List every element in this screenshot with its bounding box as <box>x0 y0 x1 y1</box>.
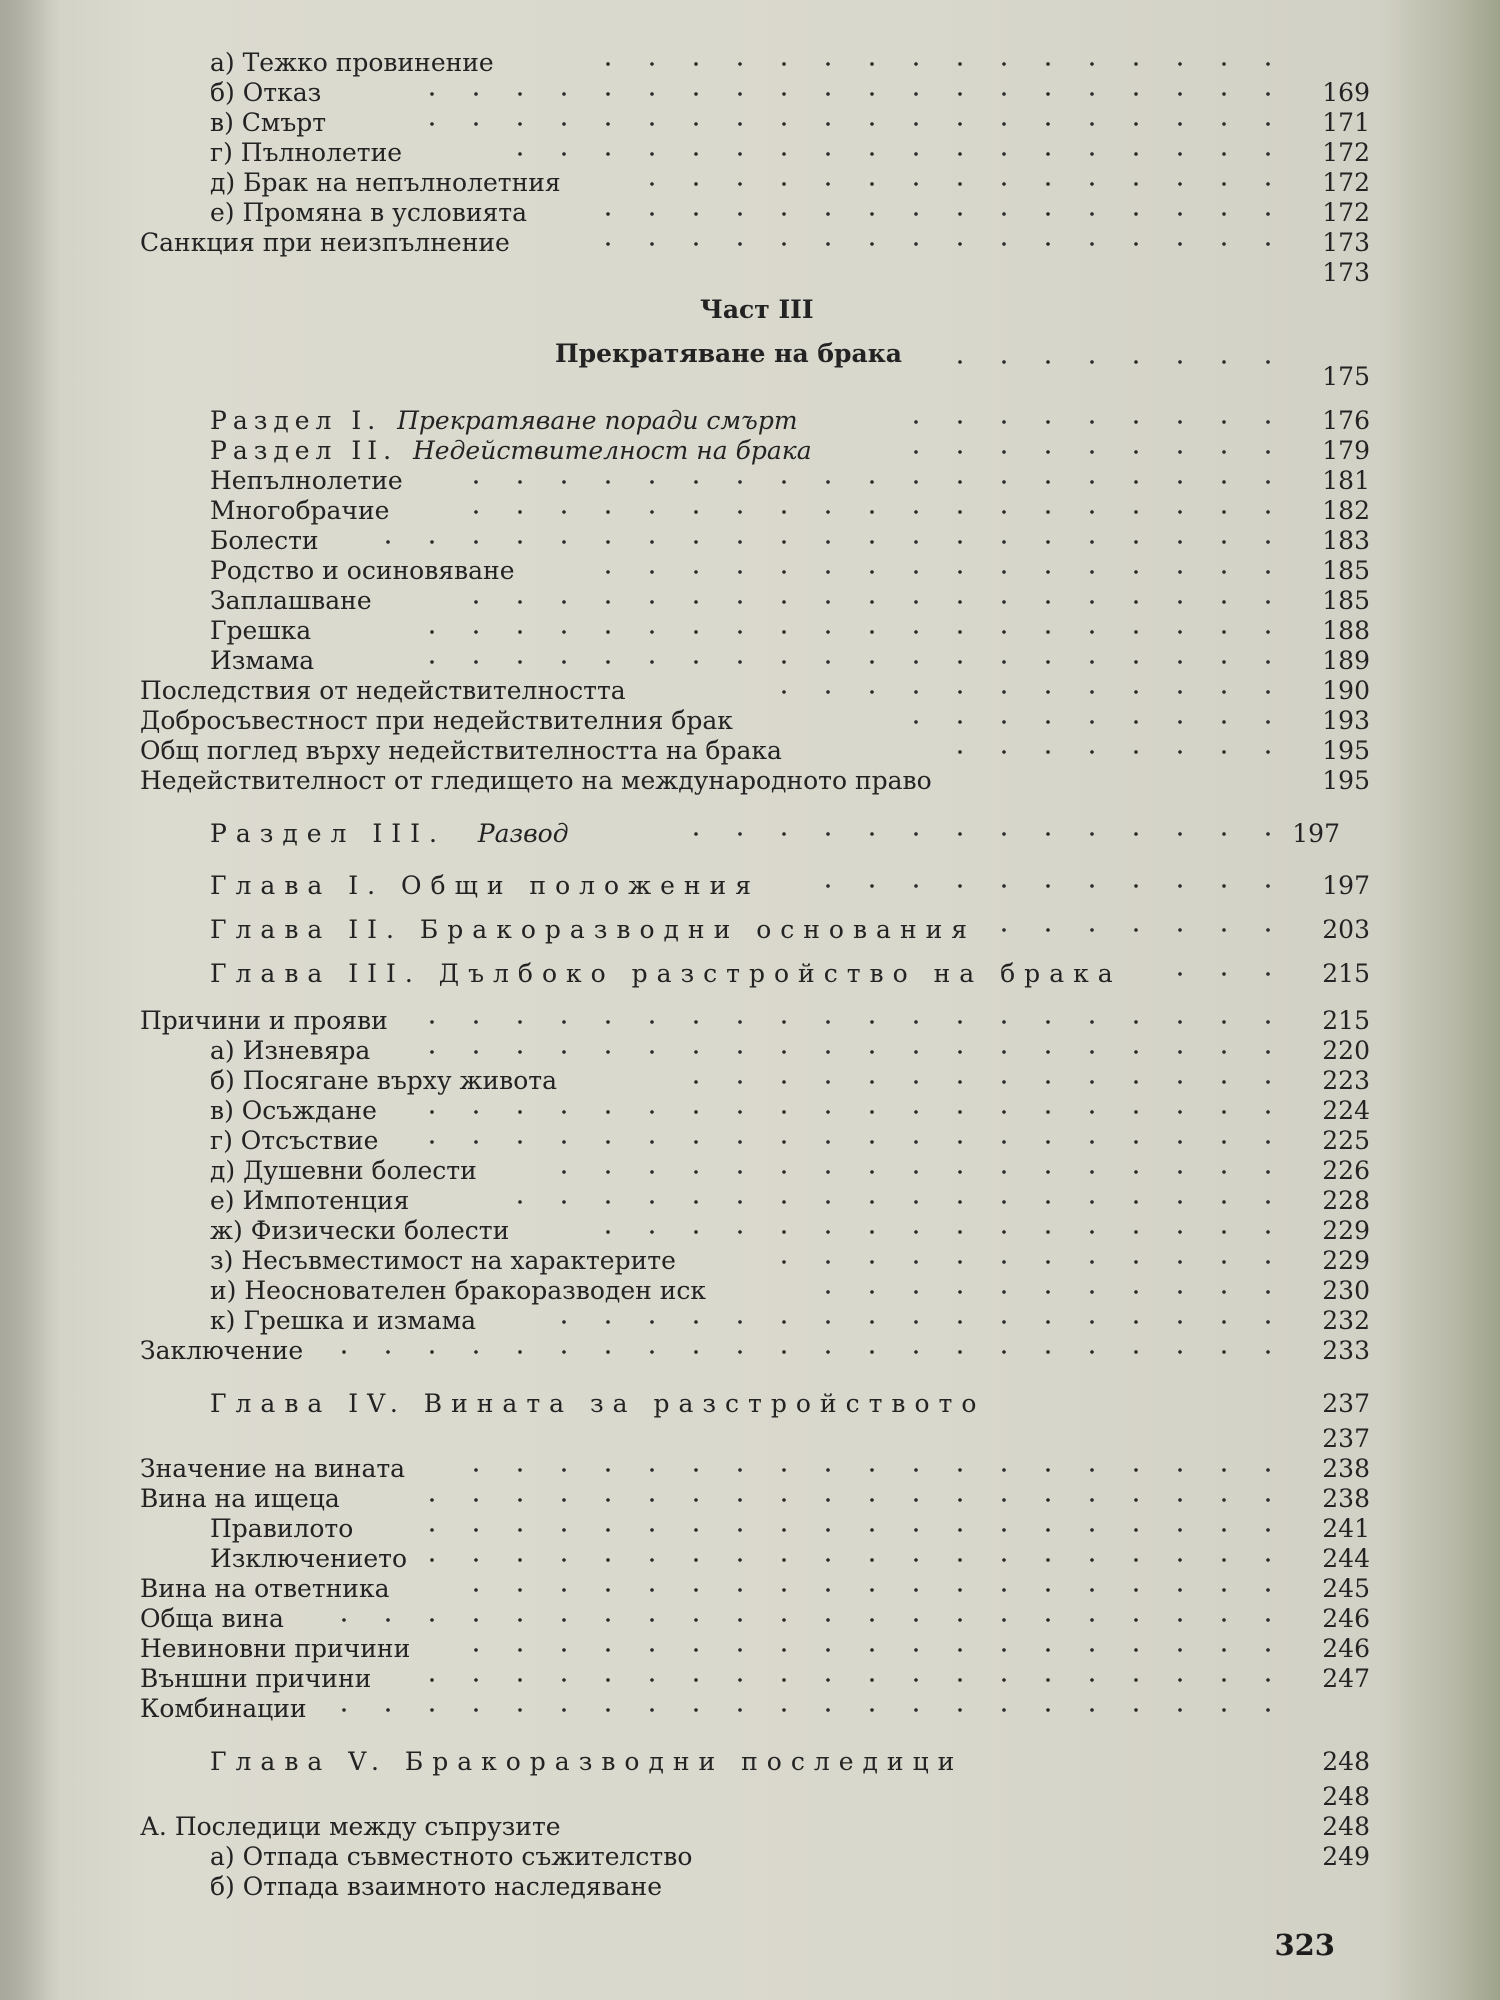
dot-leader <box>580 62 1290 66</box>
dot-leader <box>390 660 1290 664</box>
dot-leader <box>430 1110 1290 1114</box>
entry-label: Общ поглед върху недействителността на брака <box>140 736 782 765</box>
entry-page: 224 <box>1322 1096 1370 1125</box>
entry-label: Родство и осиновяване <box>210 556 515 585</box>
dot-leader <box>680 832 1290 836</box>
entry-label: Непълнолетие <box>210 466 403 495</box>
entry-label: б) Отпада взаимното наследяване <box>210 1872 663 1901</box>
dot-leader <box>1000 928 1290 932</box>
entry-label: и) Неоснователен бракоразводен иск <box>210 1276 707 1305</box>
section-prefix: Раздел I. <box>210 406 382 435</box>
toc-entry <box>140 138 1370 168</box>
entry-page: 220 <box>1322 1036 1370 1065</box>
dot-leader <box>340 1708 1290 1712</box>
toc-chapter <box>140 1742 1370 1782</box>
entry-page: 246 <box>1322 1634 1370 1663</box>
entry-label: Недействителност от гледището на международното право <box>140 766 932 795</box>
entry-label: г) Пълнолетие <box>210 138 403 167</box>
toc-entry <box>140 556 1370 586</box>
dot-leader <box>430 1020 1290 1024</box>
entry-label: Обща вина <box>140 1604 284 1633</box>
toc-entry <box>140 1066 1370 1096</box>
entry-page: 185 <box>1322 556 1370 585</box>
entry-label: Прекратяване поради смърт <box>397 406 798 435</box>
entry-label: Комбинации <box>140 1694 307 1723</box>
entry-label: Правилото <box>210 1514 354 1543</box>
toc-entry <box>140 1156 1370 1186</box>
entry-label: в) Смърт <box>210 108 327 137</box>
entry-label: к) Грешка и измама <box>210 1306 477 1335</box>
entry-label: а) Тежко провинение <box>210 48 494 77</box>
toc-entry <box>140 1036 1370 1066</box>
entry-page: 244 <box>1322 1544 1370 1573</box>
toc-entry <box>140 48 1370 78</box>
part-title: Прекратяване на брака <box>555 339 902 368</box>
entry-label: Глава V. Бракоразводни последици <box>210 1747 964 1776</box>
entry-page: 173 <box>1322 228 1370 257</box>
entry-label: Санкция при неизпълнение <box>140 228 510 257</box>
toc-entry <box>140 1694 1370 1724</box>
dot-leader <box>760 1260 1290 1264</box>
entry-label: Причини и прояви <box>140 1006 388 1035</box>
dot-leader <box>900 450 1290 454</box>
toc-entry <box>140 78 1370 108</box>
entry-label: Недействителност на брака <box>412 436 812 465</box>
part-heading <box>140 288 1370 332</box>
toc-entry <box>140 1604 1370 1634</box>
dot-leader <box>580 212 1290 216</box>
entry-label: е) Промяна в условията <box>210 198 527 227</box>
toc-entry <box>140 1096 1370 1126</box>
entry-page: 182 <box>1322 496 1370 525</box>
toc-entry <box>140 1006 1370 1036</box>
entry-label: з) Несъвместимост на характерите <box>210 1246 676 1275</box>
entry-page: 172 <box>1322 168 1370 197</box>
dot-leader <box>450 1468 1290 1472</box>
entry-page: 233 <box>1322 1336 1370 1365</box>
entry-label: а) Отпада съвместното съжителство <box>210 1842 693 1871</box>
entry-page: 172 <box>1322 138 1370 167</box>
toc-entry <box>140 1336 1370 1366</box>
entry-page: 215 <box>1322 1006 1370 1035</box>
dot-leader <box>340 1350 1290 1354</box>
toc-entry <box>140 646 1370 676</box>
toc-entry <box>140 1276 1370 1306</box>
toc-entry <box>140 1484 1370 1514</box>
dot-leader <box>480 152 1290 156</box>
entry-page: 197 <box>1322 871 1370 900</box>
entry-label: Значение на вината <box>140 1454 406 1483</box>
toc-entry <box>140 1424 1370 1454</box>
dot-leader <box>420 1050 1290 1054</box>
toc-entry <box>140 1544 1370 1574</box>
toc-entry <box>140 586 1370 616</box>
dot-leader <box>460 1648 1290 1652</box>
dot-leader <box>440 600 1290 604</box>
dot-leader <box>430 1678 1290 1682</box>
toc-entry <box>140 616 1370 646</box>
dot-leader <box>900 420 1290 424</box>
toc-entry <box>140 406 1370 436</box>
toc-entry <box>140 1454 1370 1484</box>
part-title-row <box>140 332 1370 376</box>
entry-label: ж) Физически болести <box>210 1216 510 1245</box>
dot-leader <box>390 122 1290 126</box>
part-heading-text: Част III <box>700 295 814 324</box>
entry-label: г) Отсъствие <box>210 1126 379 1155</box>
entry-page: 248 <box>1322 1782 1370 1811</box>
page-binding-shadow <box>0 0 60 2000</box>
entry-page: 190 <box>1322 676 1370 705</box>
entry-page: 179 <box>1322 436 1370 465</box>
entry-label: Невиновни причини <box>140 1634 411 1663</box>
toc-entry <box>140 1812 1370 1842</box>
entry-page: 238 <box>1322 1484 1370 1513</box>
dot-leader <box>590 570 1290 574</box>
dot-leader <box>340 1618 1290 1622</box>
part-title-leader-row <box>140 362 1370 406</box>
entry-label: Измама <box>210 646 315 675</box>
dot-leader <box>450 480 1290 484</box>
entry-page: 248 <box>1322 1812 1370 1841</box>
entry-page: 195 <box>1322 766 1370 795</box>
entry-page: 185 <box>1322 586 1370 615</box>
entry-page: 229 <box>1322 1216 1370 1245</box>
dot-leader <box>390 1498 1290 1502</box>
entry-page: 229 <box>1322 1246 1370 1275</box>
toc-entry <box>140 496 1370 526</box>
toc-entry <box>140 108 1370 138</box>
toc-entry <box>140 1634 1370 1664</box>
entry-label: Развод <box>477 819 569 848</box>
dot-leader <box>880 720 1290 724</box>
dot-leader <box>540 1320 1290 1324</box>
toc-entry <box>140 258 1370 288</box>
dot-leader <box>450 1588 1290 1592</box>
entry-page: 183 <box>1322 526 1370 555</box>
entry-page: 203 <box>1322 915 1370 944</box>
toc-chapter <box>140 1384 1370 1424</box>
entry-label: е) Импотенция <box>210 1186 410 1215</box>
entry-page: 241 <box>1322 1514 1370 1543</box>
toc-section <box>140 814 1370 854</box>
dot-leader <box>940 360 1290 364</box>
dot-leader <box>480 1200 1290 1204</box>
section-prefix: Раздел II. <box>210 436 398 465</box>
entry-page: 226 <box>1322 1156 1370 1185</box>
dot-leader <box>540 1170 1290 1174</box>
entry-page: 176 <box>1322 406 1370 435</box>
entry-page: 193 <box>1322 706 1370 735</box>
toc-entry <box>140 1216 1370 1246</box>
toc-entry <box>140 466 1370 496</box>
entry-label: Глава III. Дълбоко разстройство на брака <box>210 959 1122 988</box>
entry-label: Вина на ищеца <box>140 1484 340 1513</box>
entry-page: 169 <box>1322 78 1370 107</box>
dot-leader <box>450 510 1290 514</box>
toc-entry <box>140 228 1370 258</box>
entry-page: 230 <box>1322 1276 1370 1305</box>
toc-entry <box>140 526 1370 556</box>
dot-leader <box>580 1230 1290 1234</box>
entry-label: Заключение <box>140 1336 304 1365</box>
entry-page: 215 <box>1322 959 1370 988</box>
toc-entry <box>140 766 1370 796</box>
entry-page: 195 <box>1322 736 1370 765</box>
entry-page: 228 <box>1322 1186 1370 1215</box>
toc-entry <box>140 436 1370 466</box>
entry-label: Многобрачие <box>210 496 390 525</box>
entry-label: а) Изневяра <box>210 1036 371 1065</box>
entry-label: Глава II. Бракоразводни основания <box>210 915 977 944</box>
toc-chapter <box>140 864 1370 908</box>
entry-page: 248 <box>1322 1747 1370 1776</box>
entry-page: 172 <box>1322 198 1370 227</box>
entry-page: 223 <box>1322 1066 1370 1095</box>
entry-label: Вина на ответника <box>140 1574 390 1603</box>
toc-chapter <box>140 908 1370 952</box>
dot-leader <box>620 182 1290 186</box>
dot-leader <box>350 540 1290 544</box>
entry-label: д) Брак на непълнолетния <box>210 168 561 197</box>
entry-label: Болести <box>210 526 319 555</box>
toc-entry <box>140 1574 1370 1604</box>
toc-entry <box>140 198 1370 228</box>
toc-chapter <box>140 952 1370 996</box>
entry-page: 245 <box>1322 1574 1370 1603</box>
entry-label: в) Осъждане <box>210 1096 377 1125</box>
entry-page: 175 <box>1322 362 1370 391</box>
entry-label: А. Последици между съпрузите <box>140 1812 561 1841</box>
entry-label: д) Душевни болести <box>210 1156 477 1185</box>
dot-leader <box>390 630 1290 634</box>
toc-entry <box>140 1514 1370 1544</box>
entry-label: б) Отказ <box>210 78 322 107</box>
entry-page: 173 <box>1322 258 1370 287</box>
section-prefix: Раздел III. <box>210 819 446 848</box>
toc-entry <box>140 168 1370 198</box>
toc-entry <box>140 1306 1370 1336</box>
entry-label: б) Посягане върху живота <box>210 1066 558 1095</box>
dot-leader <box>430 1140 1290 1144</box>
dot-leader <box>390 1528 1290 1532</box>
entry-page: 237 <box>1322 1424 1370 1453</box>
entry-page: 249 <box>1322 1842 1370 1871</box>
entry-label: Грешка <box>210 616 312 645</box>
toc-entry <box>140 676 1370 706</box>
entry-label: Глава IV. Вината за разстройството <box>210 1389 986 1418</box>
entry-label: Заплашване <box>210 586 372 615</box>
toc-entry <box>140 1842 1370 1872</box>
dot-leader <box>790 1290 1290 1294</box>
toc-entry <box>140 1664 1370 1694</box>
entry-label: Глава I. Общи положения <box>210 871 760 900</box>
toc-entry <box>140 1872 1370 1902</box>
entry-label: Добросъвестност при недействителния брак <box>140 706 733 735</box>
dot-leader <box>430 1558 1290 1562</box>
dot-leader <box>820 884 1290 888</box>
dot-leader <box>770 690 1290 694</box>
entry-label: Последствия от недействителността <box>140 676 626 705</box>
toc-entry <box>140 1126 1370 1156</box>
toc-entry <box>140 1186 1370 1216</box>
entry-page: 197 <box>1292 819 1340 848</box>
entry-page: 246 <box>1322 1604 1370 1633</box>
entry-page: 188 <box>1322 616 1370 645</box>
dot-leader <box>1170 972 1290 976</box>
toc-entry <box>140 706 1370 736</box>
dot-leader <box>660 1080 1290 1084</box>
entry-page: 247 <box>1322 1664 1370 1693</box>
entry-page: 232 <box>1322 1306 1370 1335</box>
entry-label: Външни причини <box>140 1664 372 1693</box>
dot-leader <box>930 750 1290 754</box>
entry-page: 237 <box>1322 1389 1370 1418</box>
table-of-contents <box>140 48 1370 1902</box>
dot-leader <box>390 92 1290 96</box>
toc-entry <box>140 736 1370 766</box>
page-number: 323 <box>1274 1928 1335 1962</box>
dot-leader <box>590 242 1290 246</box>
toc-entry <box>140 1246 1370 1276</box>
entry-page: 171 <box>1322 108 1370 137</box>
entry-page: 238 <box>1322 1454 1370 1483</box>
toc-entry <box>140 1782 1370 1812</box>
entry-label: Изключението <box>210 1544 408 1573</box>
entry-page: 189 <box>1322 646 1370 675</box>
entry-page: 181 <box>1322 466 1370 495</box>
entry-page: 225 <box>1322 1126 1370 1155</box>
